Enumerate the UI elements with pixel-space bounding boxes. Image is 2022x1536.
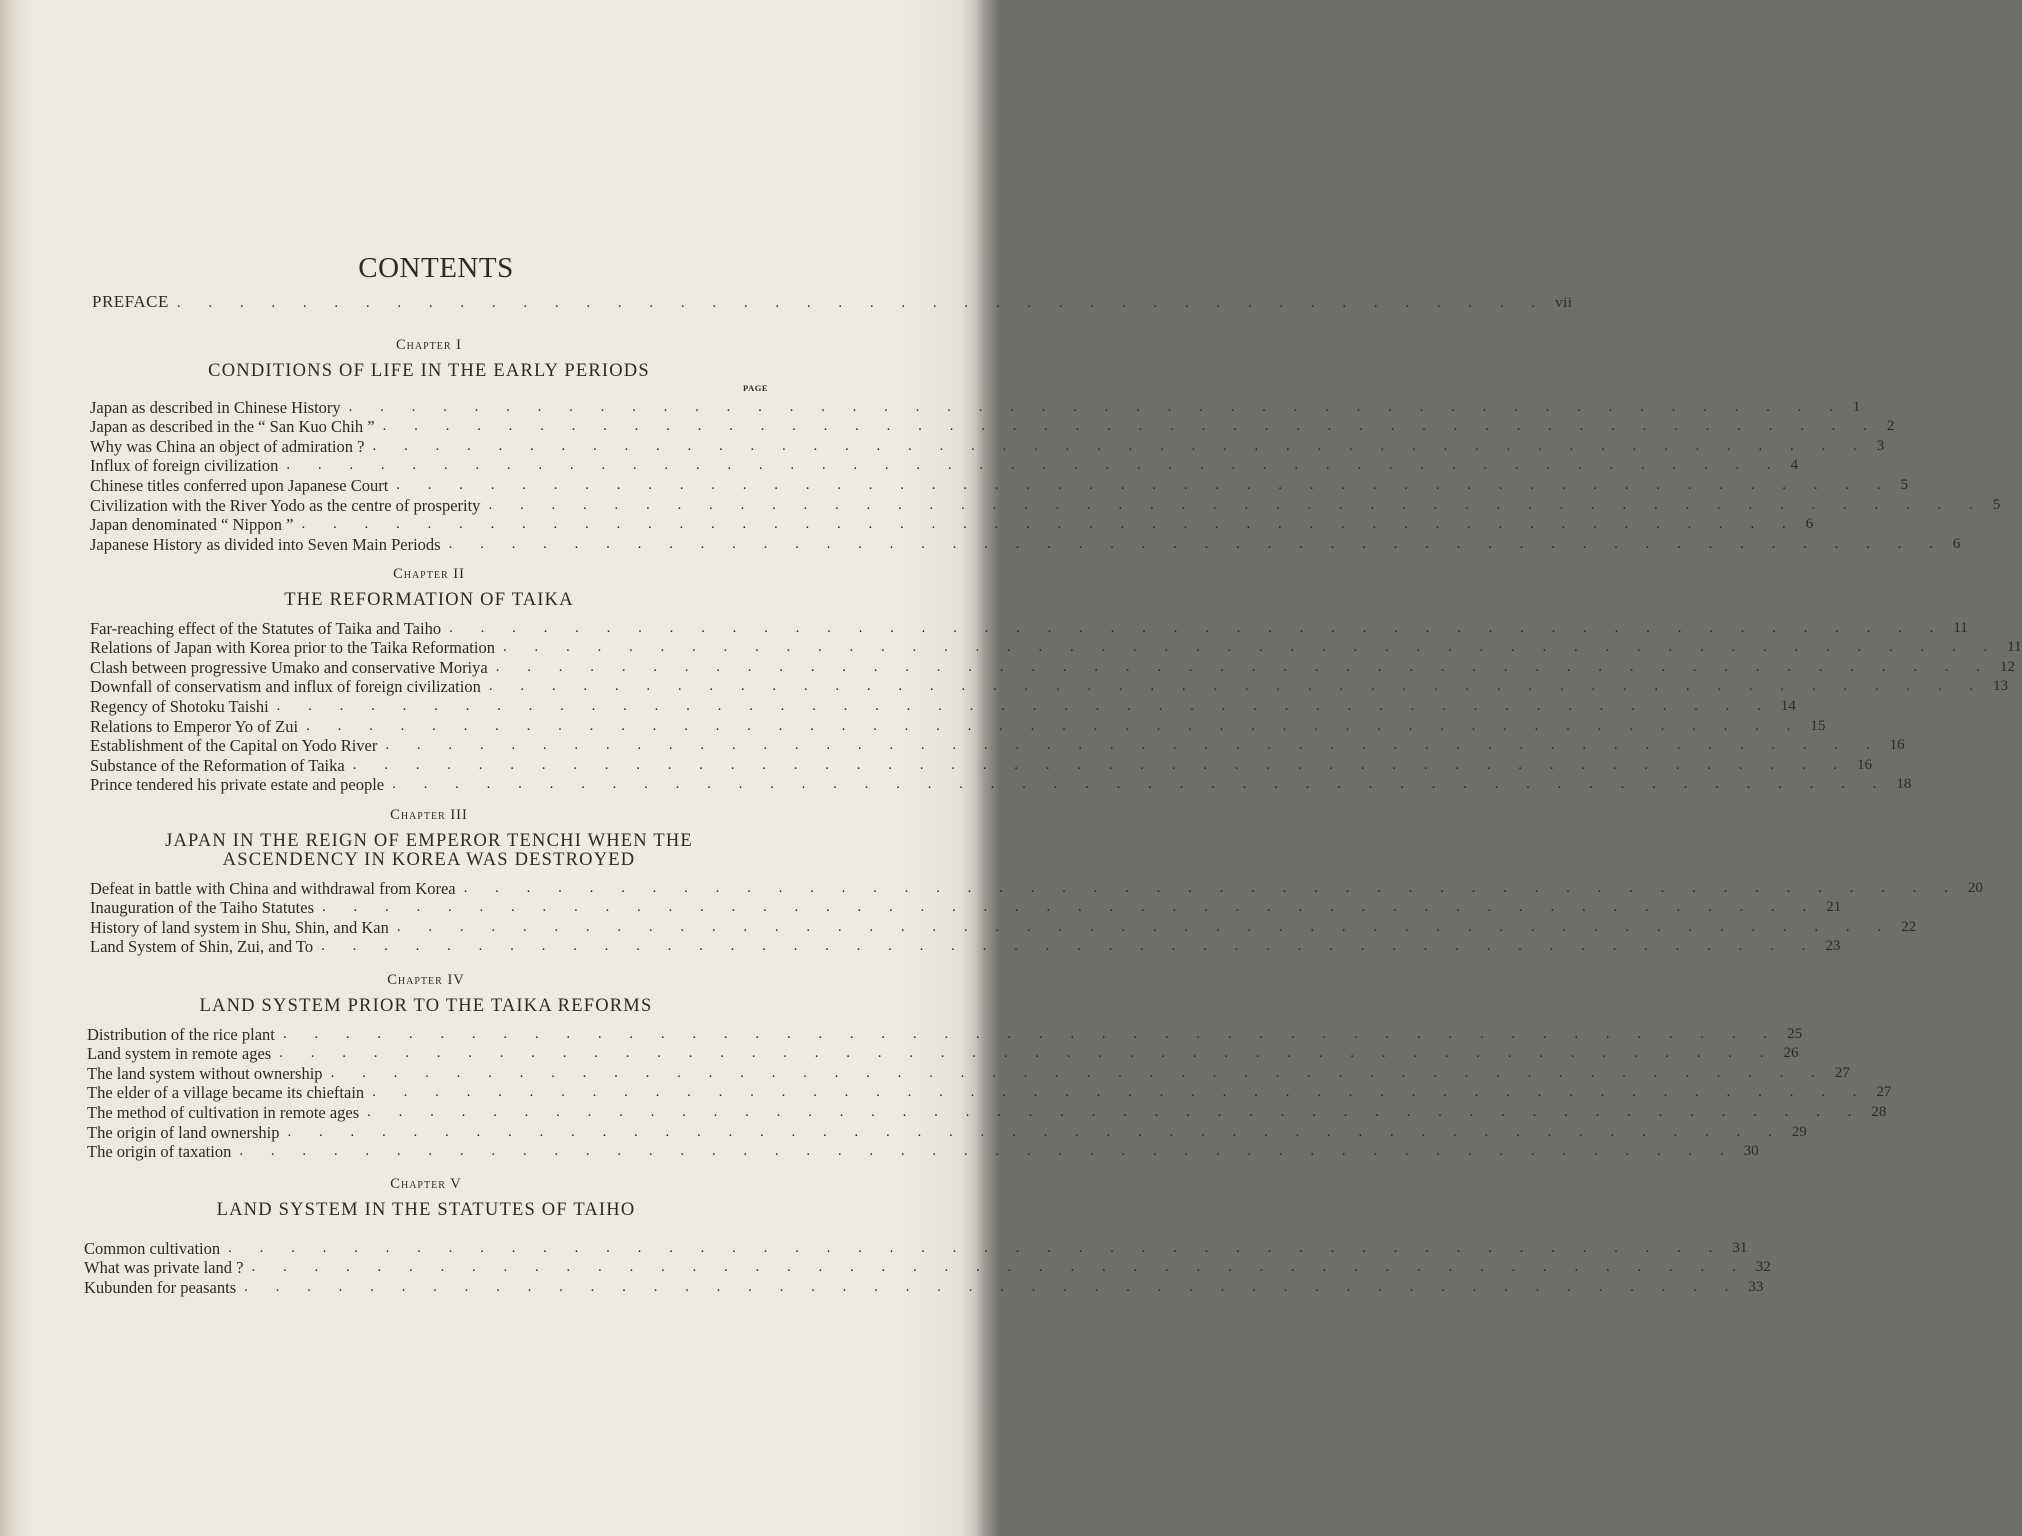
toc-entry[interactable] — [90, 716, 1826, 736]
entry-page: 29 — [1791, 1123, 1807, 1140]
entry-title: History of land system in Shu, Shin, and Kan — [90, 917, 389, 937]
toc-entry[interactable] — [90, 495, 2001, 515]
entry-title: Land System of Shin, Zui, and To — [90, 937, 314, 957]
chapter-label: Chapter II — [393, 566, 465, 582]
entry-list — [90, 397, 2001, 554]
dot-leader: . . . . . . . . . . . . . . . . . . . . . . . . . . . . . . . . . . . . . . . . . . . . . . . . — [306, 717, 1803, 734]
dot-leader: . . . . . . . . . . . . . . . . . . . . . . . . . . . . . . . . . . . . . . . . . . . . . . . . — [352, 756, 1849, 773]
toc-entry[interactable] — [90, 775, 1912, 795]
entry-page: 3 — [1876, 437, 1885, 454]
chapter-title: CONDITIONS OF LIFE IN THE EARLY PERIODS — [208, 361, 650, 381]
toc-entry[interactable] — [90, 937, 1841, 957]
preface-entry — [92, 292, 1573, 312]
toc-entry[interactable] — [90, 534, 1961, 554]
toc-entry[interactable] — [90, 696, 1796, 716]
dot-leader: . . . . . . . . . . . . . . . . . . . . . . . . . . . . . . . . . . . . . . . . . . . . . . . . — [251, 1259, 1748, 1276]
page-title: CONTENTS — [358, 252, 514, 284]
dot-leader: . . . . . . . . . . . . . . . . . . . . . . . . . . . . . . . . . . . . . . . . . . . . . . . . — [385, 737, 1882, 754]
entry-page: 1 — [1852, 398, 1861, 415]
entry-page: 14 — [1780, 697, 1796, 714]
entry-page: 30 — [1743, 1143, 1759, 1160]
entry-title: What was private land ? — [84, 1258, 244, 1278]
entry-page: 20 — [1967, 879, 1983, 896]
toc-entry[interactable] — [90, 436, 1885, 456]
entry-page: 26 — [1783, 1045, 1799, 1062]
dot-leader: . . . . . . . . . . . . . . . . . . . . . . . . . . . . . . . . . . . . . . . . . . . . . . . . — [286, 457, 1783, 474]
entry-page: 16 — [1856, 756, 1872, 773]
dot-leader: . . . . . . . . . . . . . . . . . . . . . . . . . . . . . . . . . . . . . . . . . . . . . . . . — [301, 516, 1798, 533]
entry-title: Relations of Japan with Korea prior to the Taika Reformation — [90, 638, 495, 658]
entry-page: 33 — [1748, 1278, 1764, 1295]
entry-list — [84, 1238, 1771, 1297]
toc-entry[interactable] — [90, 618, 1968, 638]
entry-title: Japanese History as divided into Seven Main Periods — [90, 534, 441, 554]
entry-title: Distribution of the rice plant — [87, 1024, 275, 1044]
dot-leader: . . . . . . . . . . . . . . . . . . . . . . . . . . . . . . . . . . . . . . . . . . . . . . . . — [372, 437, 1869, 454]
page-column-header: PAGE — [743, 383, 768, 393]
entry-title: Influx of foreign civilization — [90, 456, 279, 476]
entry-page: 18 — [1896, 776, 1912, 793]
chapter-section — [90, 566, 2022, 795]
dot-leader: . . . . . . . . . . . . . . . . . . . . . . . . . . . . . . . . . . . . . . . . . . . . . . . . — [488, 496, 1985, 513]
chapter-label: Chapter V — [390, 1176, 462, 1192]
entry-page: 5 — [1900, 476, 1909, 493]
dot-leader: . . . . . . . . . . . . . . . . . . . . . . . . . . . . . . . . . . . . . . . . . . . . . . . . — [348, 398, 1845, 415]
dot-leader: . . . . . . . . . . . . . . . . . . . . . . . . . . . . . . . . . . . . . . . . . . . . . . . . — [244, 1278, 1741, 1295]
toc-entry[interactable] — [90, 917, 1917, 937]
entry-title: Far-reaching effect of the Statutes of Taika and Taiho — [90, 618, 442, 638]
chapter-section — [87, 972, 1892, 1162]
toc-entry[interactable] — [90, 755, 1872, 775]
entry-title: Substance of the Reformation of Taika — [90, 755, 345, 775]
entry-page: 22 — [1901, 918, 1917, 935]
entry-page: 21 — [1826, 899, 1842, 916]
entry-page: 6 — [1952, 535, 1961, 552]
dot-leader: . . . . . . . . . . . . . . . . . . . . . . . . . . . . . . . . . . . . . . . . . . . . . . . . — [330, 1064, 1827, 1081]
entry-title: Why was China an object of admiration ? — [90, 436, 365, 456]
entry-title: Japan denominated “ Nippon ” — [90, 515, 294, 535]
entry-page: 25 — [1787, 1025, 1803, 1042]
entry-page: 23 — [1825, 938, 1841, 955]
chapter-title: LAND SYSTEM PRIOR TO THE TAIKA REFORMS — [199, 996, 653, 1016]
toc-entry[interactable] — [90, 475, 1909, 495]
dot-leader: . . . . . . . . . . . . . . . . . . . . . . . . . . . . . . . . . . . . . . . . . . . . . . . . — [276, 697, 1773, 714]
entry-page: 12 — [1999, 658, 2015, 675]
toc-entry[interactable] — [90, 515, 1814, 535]
toc-entry[interactable] — [87, 1083, 1892, 1103]
chapter-title: LAND SYSTEM IN THE STATUTES OF TAIHO — [216, 1200, 636, 1220]
toc-entry[interactable] — [87, 1122, 1807, 1142]
toc-entry[interactable] — [87, 1102, 1887, 1122]
dot-leader: . . . . . . . . . . . . . . . . . . . . . . . . . . . . . . . . . . . . . . . . . . . . . . . . — [282, 1025, 1780, 1042]
entry-title: Relations to Emperor Yo of Zui — [90, 716, 299, 736]
dot-leader: . . . . . . . . . . . . . . . . . . . . . . . . . . . . . . . . . . . . . . . . . . . . . . . . — [239, 1143, 1736, 1160]
entry-title: Defeat in battle with China and withdrawal from Korea — [90, 878, 456, 898]
entry-title: Chinese titles conferred upon Japanese Court — [90, 475, 389, 495]
entry-title: The land system without ownership — [87, 1063, 323, 1083]
chapter-label: Chapter IV — [387, 972, 465, 988]
toc-entry[interactable] — [87, 1024, 1803, 1044]
entry-title: The method of cultivation in remote ages — [87, 1102, 360, 1122]
dot-leader: . . . . . . . . . . . . . . . . . . . . . . . . . . . . . . . . . . . . . . . . . . . . . . . . — [228, 1239, 1725, 1256]
entry-title: Clash between progressive Umako and conservative Moriya — [90, 657, 488, 677]
dot-leader: . . . . . . . . . . . . . . . . . . . . . . . . . . . . . . . . . . . . . . . . . . . . . . . . — [279, 1045, 1776, 1062]
dot-leader: . . . . . . . . . . . . . . . . . . . . . . . . . . . . . . . . . . . . . . . . . . . . . . . . — [449, 619, 1946, 636]
entry-page: 11 — [1953, 619, 1968, 636]
toc-entry[interactable] — [87, 1063, 1850, 1083]
toc-entry[interactable] — [90, 898, 1842, 918]
toc-entry[interactable] — [84, 1238, 1748, 1258]
entry-title: Prince tendered his private estate and people — [90, 775, 385, 795]
entry-page: 32 — [1755, 1259, 1771, 1276]
dot-leader: . . . . . . . . . . . . . . . . . . . . . . . . . . . . . . . . . . . . . . . . . . . . . . . . — [392, 776, 1889, 793]
toc-entry[interactable] — [90, 397, 1861, 417]
dot-leader: . . . . . . . . . . . . . . . . . . . . . . . . . . . . . . . . . . . . . . . . . . . . . . . . — [495, 658, 1992, 675]
chapter-section — [90, 337, 2001, 554]
entry-page: 11 — [2007, 639, 2022, 656]
entry-page: 6 — [1805, 516, 1814, 533]
entry-title: Land system in remote ages — [87, 1044, 272, 1064]
toc-entry[interactable] — [87, 1044, 1799, 1064]
entry-list — [90, 878, 1983, 957]
entry-title: The origin of taxation — [87, 1142, 232, 1162]
dot-leader: . . . . . . . . . . . . . . . . . . . . . . . . . . . . . . . . . . . . . . . . . . . . . . . . — [287, 1123, 1784, 1140]
dot-leader: . . . . . . . . . . . . . . . . . . . . . . . . . . . . . . . . . . . . . . . . . . . . . . . . — [396, 918, 1894, 935]
toc-entry[interactable] — [84, 1277, 1764, 1297]
entry-page: 5 — [1992, 496, 2001, 513]
entry-page: 15 — [1810, 717, 1826, 734]
preface-label: PREFACE — [92, 292, 169, 311]
dot-leader: . . . . . . . . . . . . . . . . . . . . . . . . . . . . . . . . . . . . . . . . . . . . — [176, 295, 1548, 311]
entry-list — [87, 1024, 1892, 1162]
entry-page: 4 — [1790, 457, 1799, 474]
entry-title: Establishment of the Capital on Yodo River — [90, 736, 378, 756]
toc-entry[interactable] — [90, 638, 2022, 658]
entry-page: 16 — [1889, 737, 1905, 754]
chapter-title: JAPAN IN THE REIGN OF EMPEROR TENCHI WHEN THE ASCENDENCY IN KOREA WAS DESTROYED — [165, 831, 693, 870]
entry-title: Japan as described in the “ San Kuo Chih ” — [90, 417, 375, 437]
entry-page: 2 — [1886, 418, 1895, 435]
entry-list — [90, 618, 2022, 795]
dot-leader: . . . . . . . . . . . . . . . . . . . . . . . . . . . . . . . . . . . . . . . . . . . . . . . . — [382, 418, 1879, 435]
toc-entry[interactable] — [87, 1142, 1759, 1162]
toc-entry[interactable] — [90, 657, 2015, 677]
entry-page: 27 — [1876, 1084, 1892, 1101]
entry-page: 28 — [1871, 1103, 1887, 1120]
entry-title: Common cultivation — [84, 1238, 221, 1258]
toc-entry[interactable] — [90, 736, 1905, 756]
entry-title: Japan as described in Chinese History — [90, 397, 341, 417]
entry-title: The origin of land ownership — [87, 1122, 280, 1142]
toc-entry[interactable] — [90, 677, 2009, 697]
dot-leader: . . . . . . . . . . . . . . . . . . . . . . . . . . . . . . . . . . . . . . . . . . . . . . . . — [372, 1084, 1869, 1101]
toc-entry[interactable] — [90, 417, 1895, 437]
dot-leader: . . . . . . . . . . . . . . . . . . . . . . . . . . . . . . . . . . . . . . . . . . . . . . . . — [463, 879, 1960, 896]
dot-leader: . . . . . . . . . . . . . . . . . . . . . . . . . . . . . . . . . . . . . . . . . . . . . . . . — [367, 1103, 1864, 1120]
chapter-label: Chapter III — [390, 807, 468, 823]
entry-title: Kubunden for peasants — [84, 1277, 237, 1297]
dot-leader: . . . . . . . . . . . . . . . . . . . . . . . . . . . . . . . . . . . . . . . . . . . . . . . . — [502, 639, 2000, 656]
dot-leader: . . . . . . . . . . . . . . . . . . . . . . . . . . . . . . . . . . . . . . . . . . . . . . . . — [396, 476, 1893, 493]
entry-page: 27 — [1834, 1064, 1850, 1081]
toc-entry[interactable] — [90, 878, 1983, 898]
entry-page: 13 — [1993, 678, 2009, 695]
dot-leader: . . . . . . . . . . . . . . . . . . . . . . . . . . . . . . . . . . . . . . . . . . . . . . . . — [322, 899, 1819, 916]
entry-title: Inauguration of the Taiho Statutes — [90, 898, 314, 918]
entry-title: Regency of Shotoku Taishi — [90, 696, 269, 716]
dot-leader: . . . . . . . . . . . . . . . . . . . . . . . . . . . . . . . . . . . . . . . . . . . . . . . . — [448, 535, 1945, 552]
entry-title: The elder of a village became its chieftain — [87, 1083, 365, 1103]
dot-leader: . . . . . . . . . . . . . . . . . . . . . . . . . . . . . . . . . . . . . . . . . . . . . . . . — [488, 678, 1986, 695]
chapter-section — [90, 807, 1983, 957]
toc-entry[interactable] — [84, 1258, 1771, 1278]
chapter-section — [84, 1176, 1771, 1297]
entry-page: 31 — [1732, 1239, 1748, 1256]
entry-title: Civilization with the River Yodo as the centre of prosperity — [90, 495, 481, 515]
chapter-label: Chapter I — [395, 337, 463, 353]
toc-entry[interactable] — [90, 456, 1799, 476]
dot-leader: . . . . . . . . . . . . . . . . . . . . . . . . . . . . . . . . . . . . . . . . . . . . . . . . — [321, 938, 1818, 955]
chapter-title: THE REFORMATION OF TAIKA — [284, 590, 574, 610]
preface-page: vii — [1555, 295, 1573, 311]
entry-title: Downfall of conservatism and influx of foreign civilization — [90, 677, 481, 697]
